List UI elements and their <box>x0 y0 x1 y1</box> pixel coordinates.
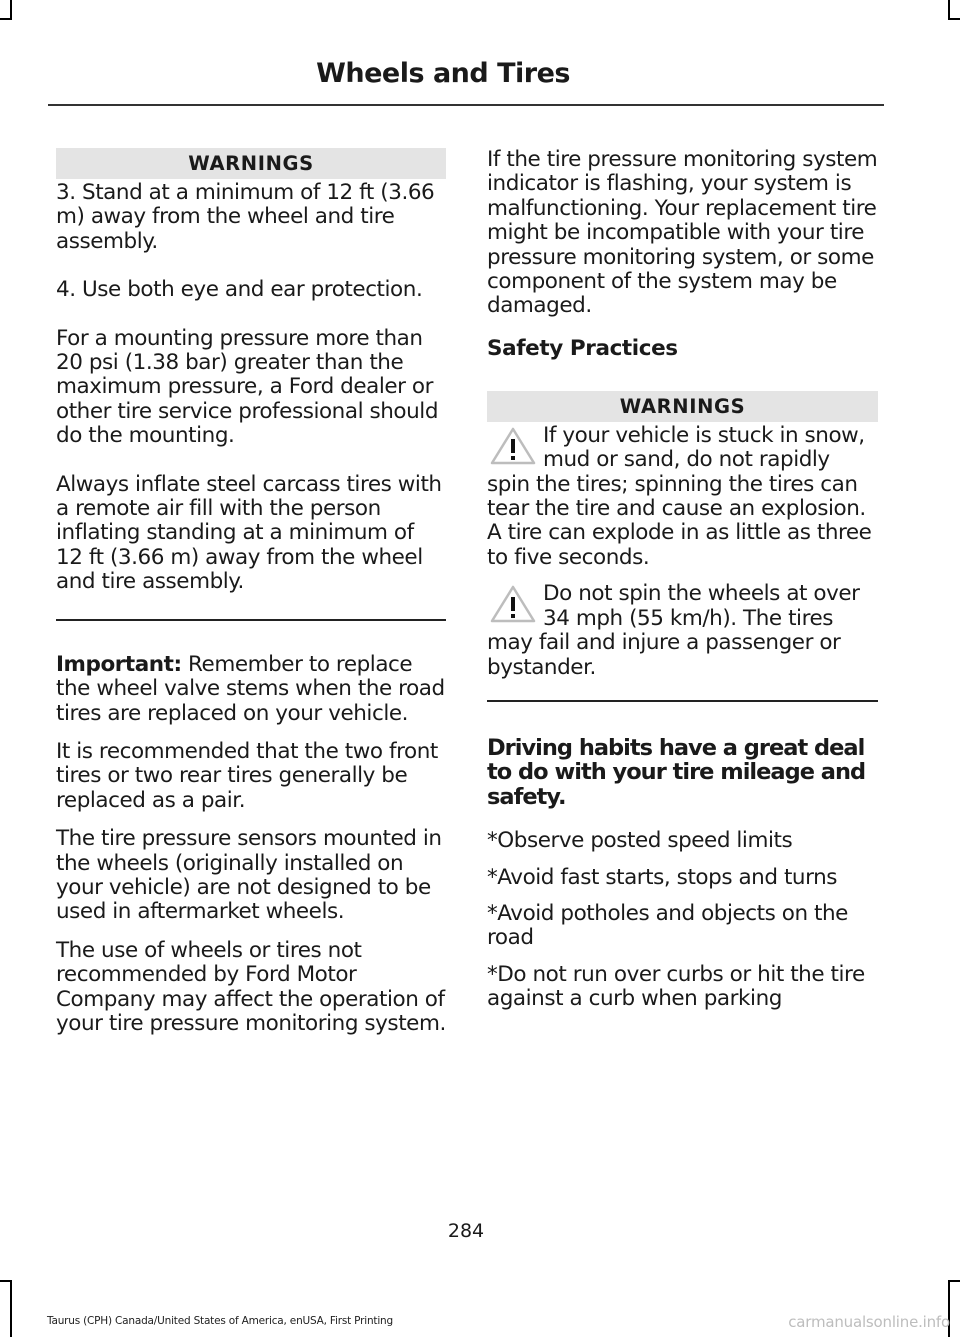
steel-carcass-paragraph: Always inflate steel carcass tires with a remote air fill with the person inflating standing at a minimum of 12 ft (3.66 m) away from the wheel and tire assembly. <box>56 471 442 595</box>
crop-mark <box>10 0 12 20</box>
habit-item: *Avoid potholes and objects on the road <box>487 900 848 951</box>
habit-item: *Observe posted speed limits <box>487 828 793 854</box>
safety-practices-heading: Safety Practices <box>487 335 678 361</box>
important-paragraph <box>56 653 446 726</box>
mounting-pressure-paragraph: For a mounting pressure more than 20 psi (1.38 bar) greater than the maximum pressure, a Ford dealer or other tire service professional should do the mounting. <box>56 325 439 449</box>
replace-pair-paragraph: It is recommended that the two front tires or two rear tires generally be replaced as a pair. <box>56 738 438 813</box>
watermark: carmanualsonline.info <box>788 1313 950 1331</box>
habit-item: *Do not run over curbs or hit the tire against a curb when parking <box>487 961 865 1012</box>
warning-triangle-icon <box>489 584 537 624</box>
driving-habits-heading: Driving habits have a great deal to do with your tire mileage and safety. <box>487 734 866 810</box>
warning-item <box>487 424 878 570</box>
header-rule <box>48 104 884 106</box>
crop-mark <box>10 1280 12 1337</box>
tpms-flashing-paragraph: If the tire pressure monitoring system indicator is flashing, your system is malfunctioning. Your replacement tire might be incompatible with your tire pressure monitoring system, or some component of the system may be damaged. <box>487 147 878 319</box>
crop-mark <box>948 18 960 20</box>
page-number: 284 <box>447 1220 485 1242</box>
tpms-compatibility-paragraph: The use of wheels or tires not recommended by Ford Motor Company may affect the operation of your tire pressure monitoring system. <box>56 937 446 1036</box>
crop-mark <box>948 1280 960 1282</box>
warning-item <box>487 582 878 680</box>
warnings-heading: WARNINGS <box>56 148 446 179</box>
right-column <box>487 148 878 1012</box>
left-column <box>56 148 446 1036</box>
page-title: Wheels and Tires <box>316 58 570 89</box>
warnings-heading: WARNINGS <box>487 391 878 422</box>
important-label: Important: <box>56 651 182 677</box>
crop-mark <box>0 18 12 20</box>
warning-step-3: 3. Stand at a minimum of 12 ft (3.66 m) away from the wheel and tire assembly. <box>56 180 435 254</box>
warning-stuck-text: If your vehicle is stuck in snow, mud or sand, do not rapidly spin the tires; spinning the tires can tear the tire and cause an explosion. A tire can explode in as little as three to five seconds. <box>487 422 872 570</box>
crop-mark <box>0 1280 12 1282</box>
warning-triangle-icon <box>489 426 537 466</box>
warning-step-4: 4. Use both eye and ear protection. <box>56 277 423 303</box>
warning-spin-text: Do not spin the wheels at over 34 mph (55 km/h). The tires may fail and injure a passenger or bystander. <box>487 581 860 680</box>
edition-footer: Taurus (CPH) Canada/United States of America, enUSA, First Printing <box>47 1315 393 1327</box>
pressure-sensors-paragraph: The tire pressure sensors mounted in the wheels (originally installed on your vehicle) are not designed to be used in aftermarket wheels. <box>56 826 442 925</box>
habit-item: *Avoid fast starts, stops and turns <box>487 864 838 890</box>
important-text: Remember to replace the wheel valve stems when the road tires are replaced on your vehicle. <box>56 651 445 726</box>
crop-mark <box>948 0 950 20</box>
